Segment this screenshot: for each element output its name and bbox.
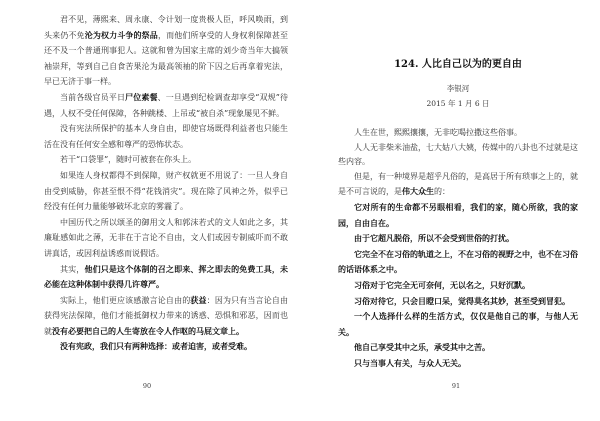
- paragraph: [338, 231, 578, 247]
- paragraph: [338, 141, 578, 170]
- paragraph: [44, 339, 288, 355]
- text-segment: 实际上，他们更应该感激言论自由的: [60, 295, 191, 305]
- right-page-body: [338, 126, 578, 372]
- bold-text-segment: 他们只是这个体制的召之即来、挥之即去的免费工具，未必能在这种体制中获得几许尊严。: [44, 263, 288, 290]
- paragraph: [44, 152, 288, 168]
- right-page-number: 91: [451, 382, 461, 390]
- bold-text-segment: 习俗对于它完全无可奈何，无以名之，只好沉默。: [354, 279, 530, 290]
- text-segment: 没有宪法所保护的基本人身自由，即使官场既得利益者也只能生活在没有任何安全感和尊严的恐怖状态。: [44, 124, 288, 149]
- right-page: [338, 0, 578, 421]
- bold-text-segment: 获益: [190, 294, 207, 305]
- text-segment: 当前各级官员平日: [60, 92, 126, 102]
- paragraph: [338, 356, 578, 372]
- text-segment: ：因为只有当言论自由获得宪法保障，他们才能抵御权力带来的诱惑、恐惧和邪恶，因而也就: [44, 295, 288, 336]
- bold-text-segment: 他自己享受其中之乐，承受其中之苦。: [354, 342, 490, 353]
- bold-text-segment: 没有宪政，我们只有两种选择：或者迫害，或者受难。: [60, 341, 252, 352]
- paragraph: [44, 121, 288, 152]
- bold-text-segment: 伟大众生: [402, 186, 434, 197]
- text-segment: 其实，: [60, 264, 85, 274]
- text-segment: 的：: [434, 187, 450, 197]
- bold-text-segment: 尸位素餐: [125, 91, 158, 102]
- paragraph: [44, 90, 288, 121]
- text-segment: 如果连人身权都得不到保障，财产权就更不用说了：一旦人身自由受到威胁，你甚至恨不得“花钱消灾”。现在除了风神之外，似乎已经没有任何力量能够破坏北京的雾霾了。: [44, 170, 288, 212]
- bold-text-segment: 由于它超凡脱俗，所以不会受到世俗的打扰。: [354, 233, 514, 244]
- article-date: 2015 年 1 月 6 日: [426, 99, 490, 108]
- bold-text-segment: 它对所有的生命都不另眼相看，我们的家，随心所欲，我的家园，自由自在。: [338, 201, 578, 228]
- text-segment: 、一旦遇到纪检调查却享受“双规”待遇，人权不受任何保障，各种跳楼、上吊或“被自杀”现象屡见不鲜。: [44, 92, 288, 118]
- text-segment: 君不见，薄熙来、周永康、令计划一度贵极人臣，呼风唤雨，到头来仍不免: [44, 15, 288, 40]
- left-page: [44, 0, 288, 421]
- paragraph: [338, 278, 578, 294]
- paragraph: [44, 168, 288, 215]
- bold-text-segment: 一个人选择什么样的生活方式，仅仅是他自己的事，与他人无关。: [338, 311, 578, 337]
- paragraph: [338, 294, 578, 310]
- paragraph: [338, 170, 578, 200]
- bold-text-segment: 只与当事人有关，与众人无关。: [354, 357, 466, 368]
- paragraph: [338, 247, 578, 278]
- text-segment: 中国历代之所以颂圣的御用文人和郭沫若式的文人如此之多，其廉耻感如此之薄，无非在于言论不自由，文人们或因专制威吓而不敢讲真话，或因利益诱惑而说假话。: [44, 217, 288, 258]
- article-title: 124. 人比自己以为的更自由: [394, 59, 522, 70]
- bold-text-segment: 它完全不在习俗的轨道之上，不在习俗的视野之中，也不在习俗的话语体系之中。: [338, 248, 578, 275]
- left-page-number: 90: [142, 382, 152, 390]
- bold-text-segment: 习俗对待它，只会目瞪口呆，觉得莫名其妙，甚至受到冒犯。: [354, 295, 570, 306]
- paragraph: [338, 200, 578, 231]
- text-segment: 人人无非柴米油盐，七大姑八大姨，传媒中的八卦也不过就是这些内容。: [338, 142, 578, 167]
- paragraph: [44, 262, 288, 293]
- paragraph: [44, 215, 288, 262]
- paragraph: [338, 309, 578, 340]
- text-segment: ，而他们所享受的人身权利保障甚至还不及一个普通刑事犯人。这就和曾为国家主席的刘少奇当年大搞领袖崇拜，等到自己自食苦果沦为最高领袖的阶下囚之后再拿着宪法，早已无济于事一样。: [44, 30, 288, 87]
- bold-text-segment: 沦为权力斗争的祭品: [84, 29, 158, 40]
- article-author: 李银河: [446, 84, 470, 93]
- paragraph: [338, 340, 578, 356]
- bold-text-segment: 没有必要把自己的人生寄放在令人作呕的马屁文章上。: [52, 325, 244, 336]
- paragraph: [44, 293, 288, 340]
- text-segment: 但是，有一种境界是超乎凡俗的，是高居于所有琐事之上的，就是不可言说的，是: [338, 171, 578, 197]
- paragraph: [338, 126, 578, 141]
- left-page-body: [44, 12, 288, 355]
- text-segment: 人生在世，熙熙攘攘，无非吃喝拉撒这些俗事。: [354, 128, 522, 137]
- text-segment: 若干“口袋罪”，随时可被套在你头上。: [60, 155, 197, 165]
- paragraph: [44, 12, 288, 90]
